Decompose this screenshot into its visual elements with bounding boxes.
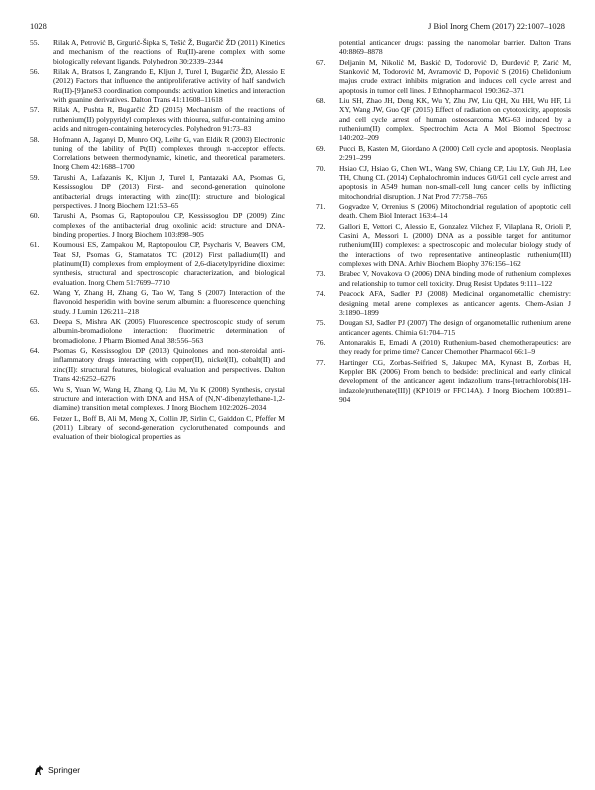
reference-number: 71. [316, 201, 326, 211]
reference-item [30, 173, 285, 210]
reference-text: Fetzer L, Boff B, Ali M, Meng X, Collin JP, Sirlin C, Gaiddon C, Pfeffer M (2011) Library of second-generation cycloruthenated compounds and evaluation of their biological properties as [53, 413, 285, 442]
reference-item [30, 105, 285, 133]
reference-text: Rilak A, Pushta R, Bugarčić ŽD (2015) Mechanism of the reactions of ruthenium(II) polypyridyl complexes with thiourea, sulfur-containing amino acids and nitrogen-containing heterocycles. Polyhedron 91:73–83 [53, 105, 285, 134]
reference-item [316, 58, 571, 95]
reference-item [316, 358, 571, 404]
reference-text: Deepa S, Mishra AK (2005) Fluorescence spectroscopic study of serum albumin-bromadiolone interaction: fluorimetric determination of bromadiolone. J Pharm Biomed Anal 38:556–563 [53, 317, 285, 345]
reference-text: Tarushi A, Psomas G, Raptopoulou CP, Kessissoglou DP (2009) Zinc complexes of the antibacterial drug oxolinic acid: structure and DNA-binding properties. J Inorg Biochem 103:898–905 [53, 211, 285, 239]
reference-item [316, 164, 571, 201]
reference-text: Psomas G, Kessissoglou DP (2013) Quinolones and non-steroidal anti-inflammatory drugs interacting with copper(II), nickel(II), cobalt(II) and zinc(II): structural features, biological evaluation and perspectives. Dalton Trans 42:6252–6276 [53, 346, 285, 384]
reference-item [316, 222, 571, 268]
reference-number: 66. [30, 413, 40, 423]
reference-text: Wu S, Yuan W, Wang H, Zhang Q, Liu M, Yu K (2008) Synthesis, crystal structure and interaction with DNA and HSA of (N,N′-dibenzylethane-1,2-diamine) transition metal complexes. J Inorg Biochem 102:2026–2034 [53, 384, 285, 413]
reference-text: Liu SH, Zhao JH, Deng KK, Wu Y, Zhu JW, Liu QH, Xu HH, Wu HF, Li XY, Wang JW, Guo QF (2015) Effect of radiation on cytotoxicity, apoptosis and cell cycle arrest of human osteosarcoma MG-63 induced by a ruthenium(II) complex. Spectrochim Acta A Mol Biomol Spectrosc 140:202–209 [339, 96, 571, 143]
reference-text: Hofmann A, Jaganyi D, Munro OQ, Leihr G, van Eldik R (2003) Electronic tuning of the lability of Pt(II) complexes through π-acceptor effects. Correlations between thermodynamic, kinetic, and theoretical parameters. Inorg Chem 42:1688–1700 [53, 134, 285, 172]
reference-item [30, 38, 285, 66]
reference-number: 55. [30, 38, 40, 47]
reference-number: 69. [316, 143, 326, 153]
reference-item [316, 202, 571, 221]
reference-text: Hsiao CJ, Hsiao G, Chen WL, Wang SW, Chiang CP, Liu LY, Guh JH, Lee TH, Chung CL (2014) Cephalochromin induces G0/G1 cell cycle arrest and apoptosis in A549 human non-small-cell lung cancer cells by inflicting mitochondrial disruption. J Nat Prod 77:758–765 [339, 163, 571, 201]
reference-number: 76. [316, 338, 326, 348]
reference-item [30, 240, 285, 286]
reference-number: 64. [30, 346, 40, 356]
reference-text: Wang Y, Zhang H, Zhang G, Tao W, Tang S (2007) Interaction of the flavonoid hesperidin with bovine serum albumin: a fluorescence quenching study. J Lumin 126:211–218 [53, 288, 285, 316]
reference-number: 67. [316, 57, 326, 67]
reference-text: Pucci B, Kasten M, Giordano A (2000) Cell cycle and apoptosis. Neoplasia 2:291–299 [339, 143, 571, 163]
reference-number: 74. [316, 289, 326, 299]
reference-column-right [316, 38, 571, 406]
reference-text: Hartinger CG, Zorbas-Seifried S, Jakupec MA, Kynast B, Zorbas H, Keppler BK (2006) From bench to bedside: preclinical and early clinical development of the anticancer agent indazolium trans-[tetrachlorobis(1H-indazole)ruthenate(III)] (KP1019 or FFC14A). J Inorg Biochem 100:891–904 [339, 357, 571, 405]
page-number: 1028 [30, 22, 47, 31]
journal-citation: J Biol Inorg Chem (2017) 22:1007–1028 [428, 22, 565, 31]
reference-item [30, 346, 285, 383]
reference-number: 72. [316, 221, 326, 231]
reference-number: 77. [316, 357, 326, 367]
reference-item [30, 414, 285, 442]
reference-text: Tarushi A, Lafazanis K, Kljun J, Turel I, Pantazaki AA, Psomas G, Kessissoglou DP (2013) First- and second-generation quinolone antibacterial drugs interacting with zinc(II): structure and biological perspectives. J Inorg Biochem 121:53–65 [53, 172, 285, 210]
reference-item [316, 96, 571, 142]
reference-text: Peacock AFA, Sadler PJ (2008) Medicinal organometallic chemistry: designing metal arene complexes as anticancer agents. Chem-Asian J 3:1890–1899 [339, 289, 571, 317]
reference-number: 56. [30, 67, 40, 77]
reference-number: 65. [30, 384, 40, 394]
reference-text: Brabec V, Novakova O (2006) DNA binding mode of ruthenium complexes and relationship to tumor cell toxicity. Drug Resist Updates 9:111–122 [339, 269, 571, 288]
reference-number: 75. [316, 318, 326, 328]
publisher-name: Springer [48, 765, 81, 775]
reference-number: 68. [316, 96, 326, 106]
reference-text: Gogvadze V, Orrenius S (2006) Mitochondrial regulation of apoptotic cell death. Chem Biol Interact 163:4–14 [339, 201, 571, 221]
reference-number: 61. [30, 240, 40, 250]
reference-number: 58. [30, 134, 40, 144]
reference-number: 70. [316, 163, 326, 173]
reference-continuation [316, 38, 571, 57]
reference-text: Rilak A, Petrović B, Grgurić-Šipka S, Tešić Ž, Bugarčić ŽD (2011) Kinetics and mechanism of the reactions of Ru(II)-arene complex with some biologically relevant ligands. Polyhedron 30:2339–2344 [53, 38, 285, 66]
reference-item [30, 211, 285, 239]
reference-item [316, 318, 571, 337]
reference-text: Deljanin M, Nikolić M, Baskić D, Todorović D, Đurđević P, Zarić M, Stanković M, Todorović M, Avramović D, Popović S (2016) Chelidonium majus crude extract inhibits migration and induces cell cycle arrest and apoptosis in tumor cell lines. J Ethnopharmacol 190:362–371 [339, 57, 571, 95]
reference-number: 62. [30, 288, 40, 298]
reference-text: potential anticancer drugs: passing the nanomolar barrier. Dalton Trans 40:8869–8878 [339, 38, 571, 57]
reference-item [316, 269, 571, 288]
reference-text: Rilak A, Bratsos I, Zangrando E, Kljun J, Turel I, Bugarčić ŽD, Alessio E (2012) Factors that influence the antiproliferative activity of half sandwich Ru(II)-[9]aneS3 coordination compounds: activation kinetics and interaction with guanine derivatives. Dalton Trans 41:11608–11618 [53, 67, 285, 104]
reference-number: 60. [30, 211, 40, 221]
reference-text: Gallori E, Vettori C, Alessio E, Gonzalez Vilchez F, Vilaplana R, Orioli P, Casini A, Messori L (2000) DNA as a possible target for antitumor ruthenium(III) complexes: a spectroscopic and molecular biology study of the interactions of two representative antineoplastic ruthenium(III) complexes with DNA. Arhiv Biochem Biophy 376:156–162 [339, 221, 571, 268]
reference-text: Dougan SJ, Sadler PJ (2007) The design of organometallic ruthenium arene anticancer agents. Chimia 61:704–715 [339, 318, 571, 337]
reference-item [316, 289, 571, 317]
reference-column-left [30, 38, 285, 443]
reference-number: 59. [30, 172, 40, 182]
reference-item [316, 338, 571, 357]
reference-item [30, 135, 285, 172]
reference-number: 57. [30, 105, 40, 115]
publisher-footer [33, 764, 80, 776]
reference-item [30, 317, 285, 345]
reference-item [30, 385, 285, 413]
reference-item [30, 288, 285, 316]
reference-text: Koumousi ES, Zampakou M, Raptopoulou CP, Psycharis V, Beavers CM, Teat SJ, Psomas G, Stamatatos TC (2012) First palladium(II) and platinum(II) complexes from employment of 2,6-diacetylpyridine dioxime: synthesis, structural and spectroscopic characterization, and biological evaluation. Inorg Chem 51:7699–7710 [53, 240, 285, 287]
reference-number: 73. [316, 269, 326, 279]
reference-number: 63. [30, 317, 40, 327]
reference-item [30, 67, 285, 104]
reference-text: Antonarakis E, Emadi A (2010) Ruthenium-based chemotherapeutics: are they ready for prime time? Cancer Chemother Pharmacol 66:1–9 [339, 338, 571, 357]
reference-item [316, 144, 571, 163]
springer-horse-icon [33, 764, 45, 776]
